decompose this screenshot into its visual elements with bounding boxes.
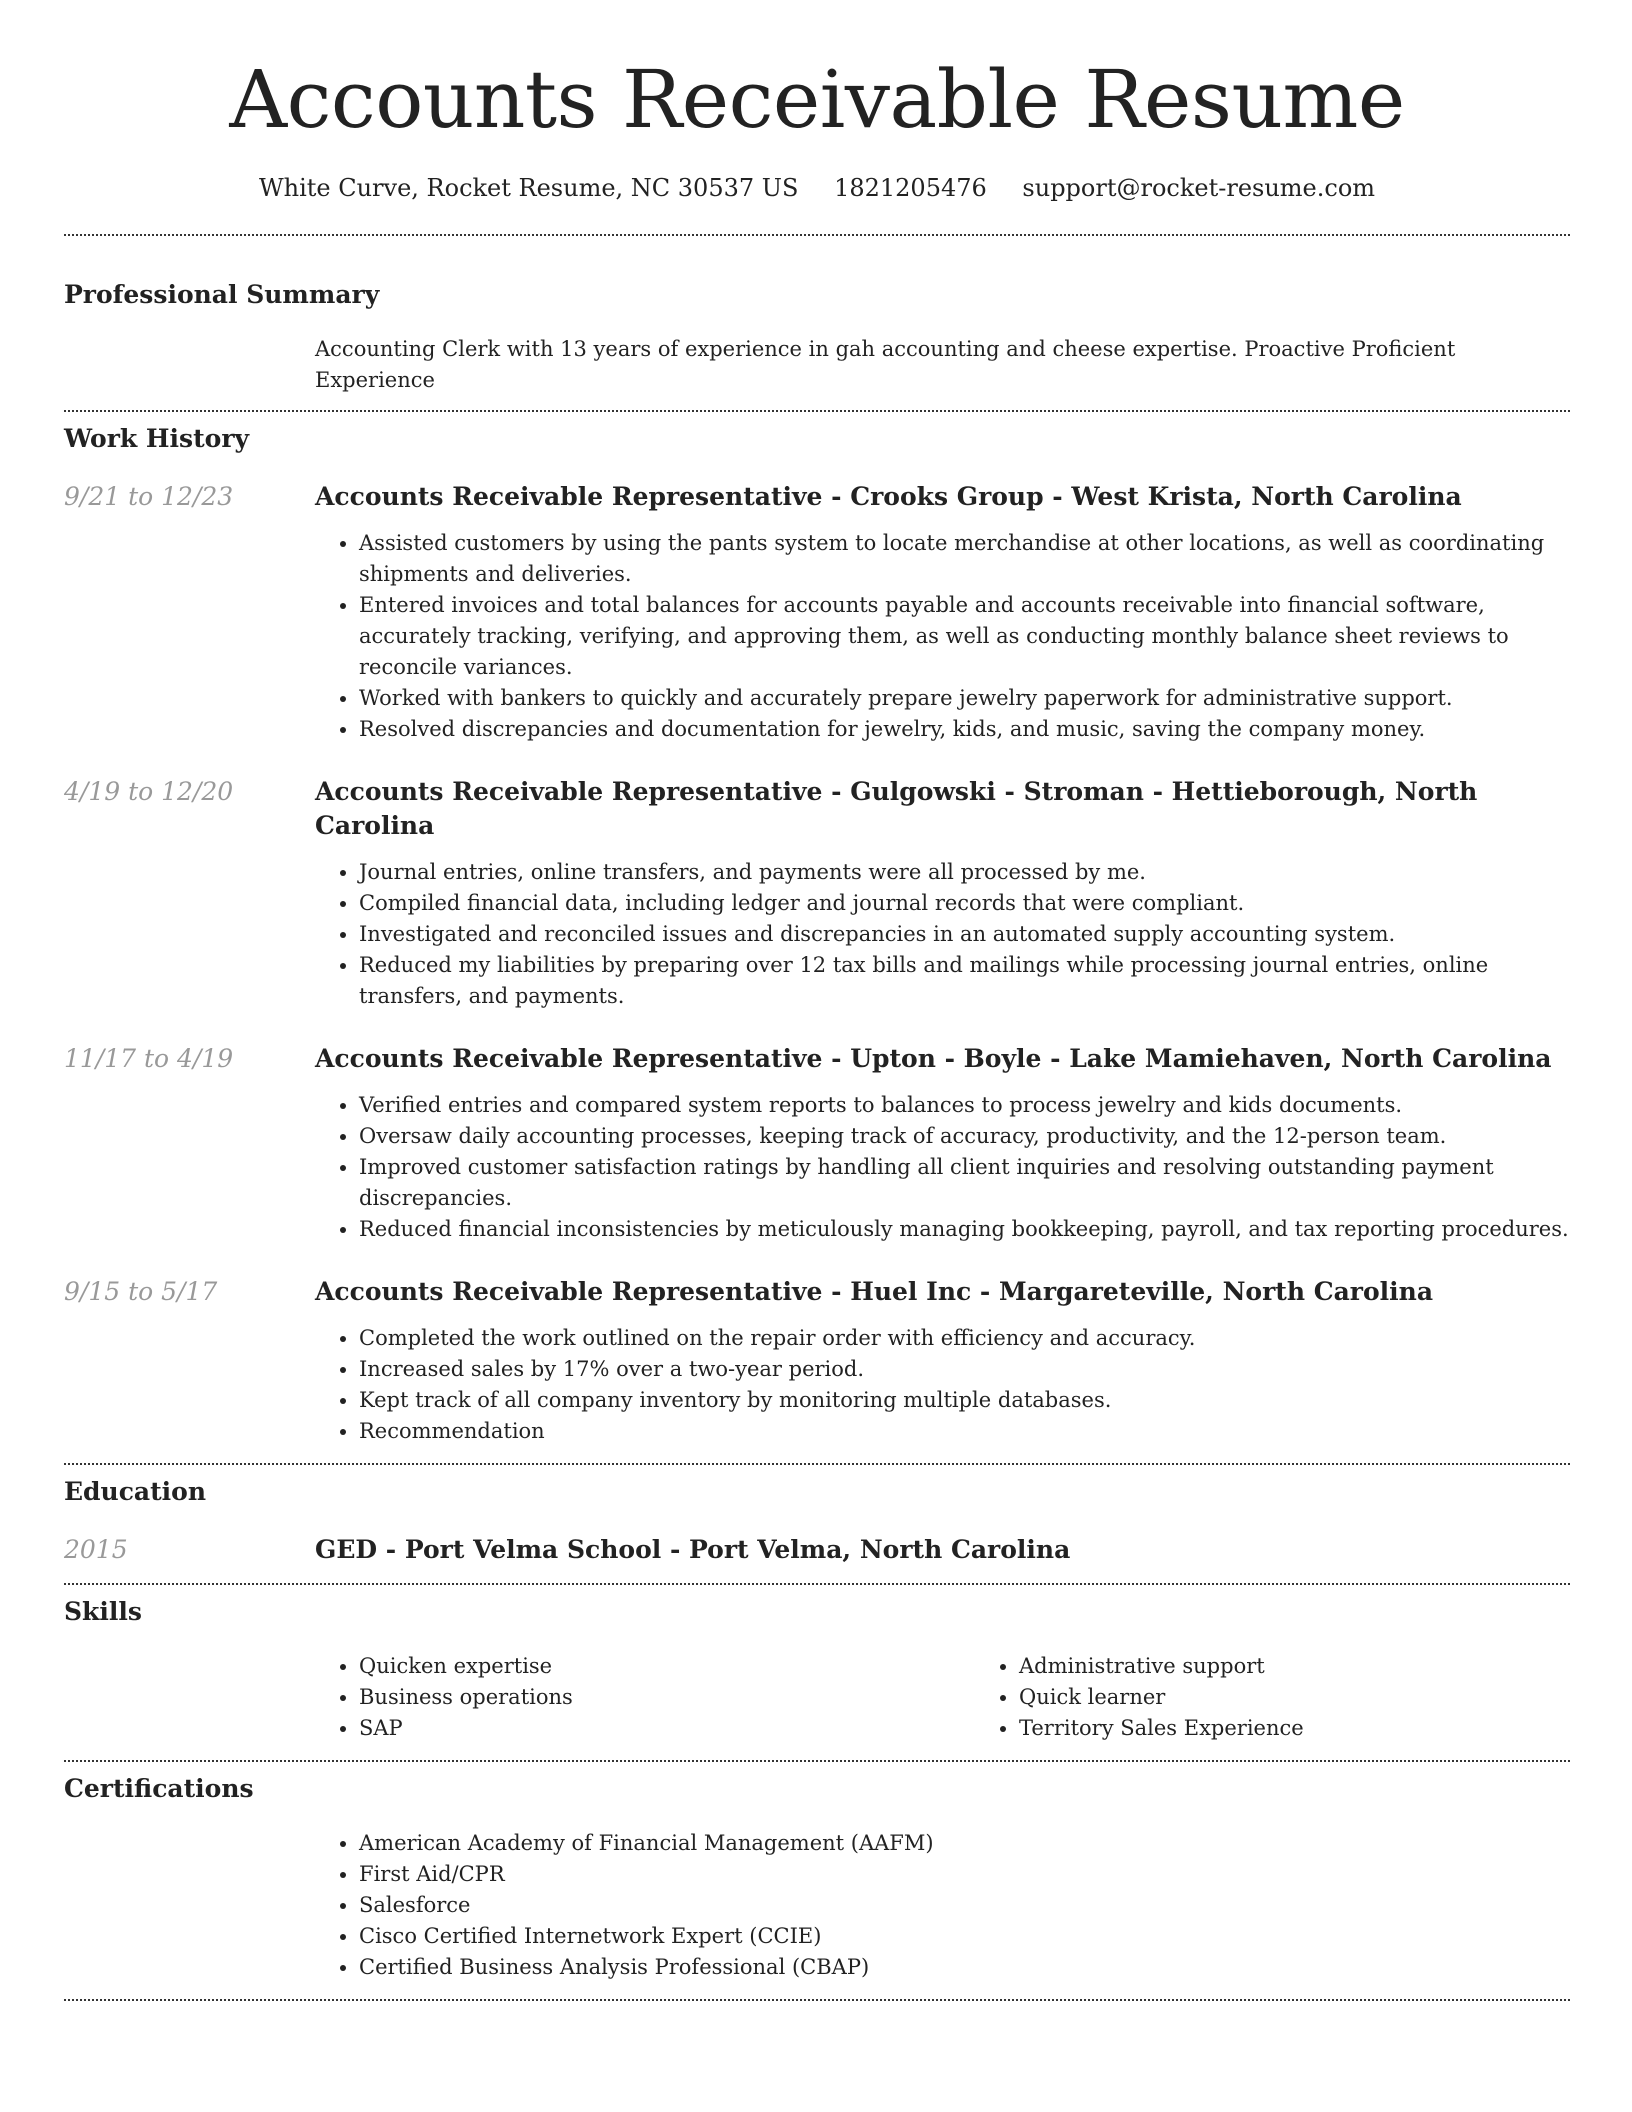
job-title: Accounts Receivable Representative - Upton - Boyle - Lake Mamiehaven, North Carolina — [315, 1044, 1552, 1073]
education-year: 2015 — [64, 1535, 128, 1564]
section-heading-work-history: Work History — [64, 424, 250, 453]
summary-text: Accounting Clerk with 13 years of experience in gah accounting and cheese expertise. Proactive Proficient Experience — [315, 337, 1456, 392]
list-item: • First Aid/CPR — [359, 1859, 1570, 1890]
certifications-list — [315, 1828, 1570, 1983]
job-bullets — [315, 528, 1570, 745]
job-dates: 11/17 to 4/19 — [64, 1044, 234, 1073]
list-item: • American Academy of Financial Management (AAFM) — [359, 1828, 1570, 1859]
education-details — [315, 1533, 1570, 1567]
skills-list-left — [315, 1651, 975, 1744]
job-bullets — [315, 1090, 1570, 1245]
contact-address: White Curve, Rocket Resume, NC 30537 US — [258, 174, 799, 202]
list-item: • Compiled financial data, including ledger and journal records that were compliant. — [359, 888, 1570, 919]
resume-header — [64, 0, 1570, 206]
section-heading-skills: Skills — [64, 1597, 142, 1626]
certifications-list-wrap — [315, 1828, 1570, 1983]
section-heading-education: Education — [64, 1477, 207, 1506]
skills-grid — [315, 1651, 1570, 1744]
job-title: Accounts Receivable Representative - Crooks Group - West Krista, North Carolina — [315, 482, 1462, 511]
certifications-section — [64, 1762, 1570, 1999]
list-item: • Worked with bankers to quickly and accurately prepare jewelry paperwork for administrative support. — [359, 683, 1570, 714]
skills-list-right — [975, 1651, 1632, 1744]
list-item: • Increased sales by 17% over a two-year period. — [359, 1354, 1570, 1385]
summary-section — [64, 236, 1570, 410]
list-item: • Business operations — [359, 1682, 975, 1713]
list-item: • Investigated and reconciled issues and discrepancies in an automated supply accounting system. — [359, 919, 1570, 950]
list-item: • Certified Business Analysis Professional (CBAP) — [359, 1952, 1570, 1983]
contact-email: support@rocket-resume.com — [1022, 174, 1376, 202]
contact-line — [64, 170, 1570, 206]
job-dates: 4/19 to 12/20 — [64, 777, 234, 806]
list-item: • Reduced financial inconsistencies by meticulously managing bookkeeping, payroll, and tax reporting procedures. — [359, 1214, 1570, 1245]
list-item: • Reduced my liabilities by preparing over 12 tax bills and mailings while processing journal entries, online transfers, and payments. — [359, 950, 1570, 1012]
job-details — [315, 1275, 1570, 1447]
list-item: • Kept track of all company inventory by monitoring multiple databases. — [359, 1385, 1570, 1416]
education-entry — [64, 1533, 1570, 1567]
job-entry — [64, 1042, 1570, 1245]
job-details — [315, 480, 1570, 745]
skills-section — [64, 1585, 1570, 1760]
work-history-section — [64, 412, 1570, 1463]
job-details — [315, 775, 1570, 1012]
list-item: • Territory Sales Experience — [1019, 1713, 1632, 1744]
job-dates: 9/21 to 12/23 — [64, 482, 234, 511]
list-item: • Improved customer satisfaction ratings by handling all client inquiries and resolving outstanding payment discrepancies. — [359, 1152, 1570, 1214]
list-item: • Entered invoices and total balances for accounts payable and accounts receivable into financial software, accurately tracking, verifying, and approving them, as well as conducting monthly balance sheet reviews to reconcile variances. — [359, 590, 1570, 683]
education-section — [64, 1465, 1570, 1583]
job-title: Accounts Receivable Representative - Huel Inc - Margareteville, North Carolina — [315, 1277, 1434, 1306]
job-dates: 9/15 to 5/17 — [64, 1277, 218, 1306]
section-heading-certifications: Certifications — [64, 1774, 254, 1803]
job-entry — [64, 775, 1570, 1012]
job-entry — [64, 1275, 1570, 1447]
list-item: • Quick learner — [1019, 1682, 1632, 1713]
list-item: • Quicken expertise — [359, 1651, 975, 1682]
resume-page — [64, 0, 1570, 2001]
list-item: • Salesforce — [359, 1890, 1570, 1921]
list-item: • Journal entries, online transfers, and payments were all processed by me. — [359, 857, 1570, 888]
list-item: • Cisco Certified Internetwork Expert (CCIE) — [359, 1921, 1570, 1952]
job-bullets — [315, 857, 1570, 1012]
divider — [64, 1999, 1570, 2001]
job-title: Accounts Receivable Representative - Gulgowski - Stroman - Hettieborough, North Carolina — [315, 777, 1478, 840]
list-item: • Recommendation — [359, 1416, 1570, 1447]
job-entry — [64, 480, 1570, 745]
list-item: • Oversaw daily accounting processes, keeping track of accuracy, productivity, and the 12-person team. — [359, 1121, 1570, 1152]
resume-title: Accounts Receivable Resume — [229, 53, 1405, 146]
contact-phone: 1821205476 — [834, 174, 987, 202]
list-item: • Completed the work outlined on the repair order with efficiency and accuracy. — [359, 1323, 1570, 1354]
job-bullets — [315, 1323, 1570, 1447]
list-item: • Administrative support — [1019, 1651, 1632, 1682]
education-title: GED - Port Velma School - Port Velma, North Carolina — [315, 1535, 1071, 1564]
section-heading-summary: Professional Summary — [64, 280, 380, 309]
list-item: • Verified entries and compared system reports to balances to process jewelry and kids documents. — [359, 1090, 1570, 1121]
list-item: • Resolved discrepancies and documentation for jewelry, kids, and music, saving the company money. — [359, 714, 1570, 745]
job-details — [315, 1042, 1570, 1245]
list-item: • Assisted customers by using the pants system to locate merchandise at other locations, as well as coordinating shipments and deliveries. — [359, 528, 1570, 590]
list-item: • SAP — [359, 1713, 975, 1744]
